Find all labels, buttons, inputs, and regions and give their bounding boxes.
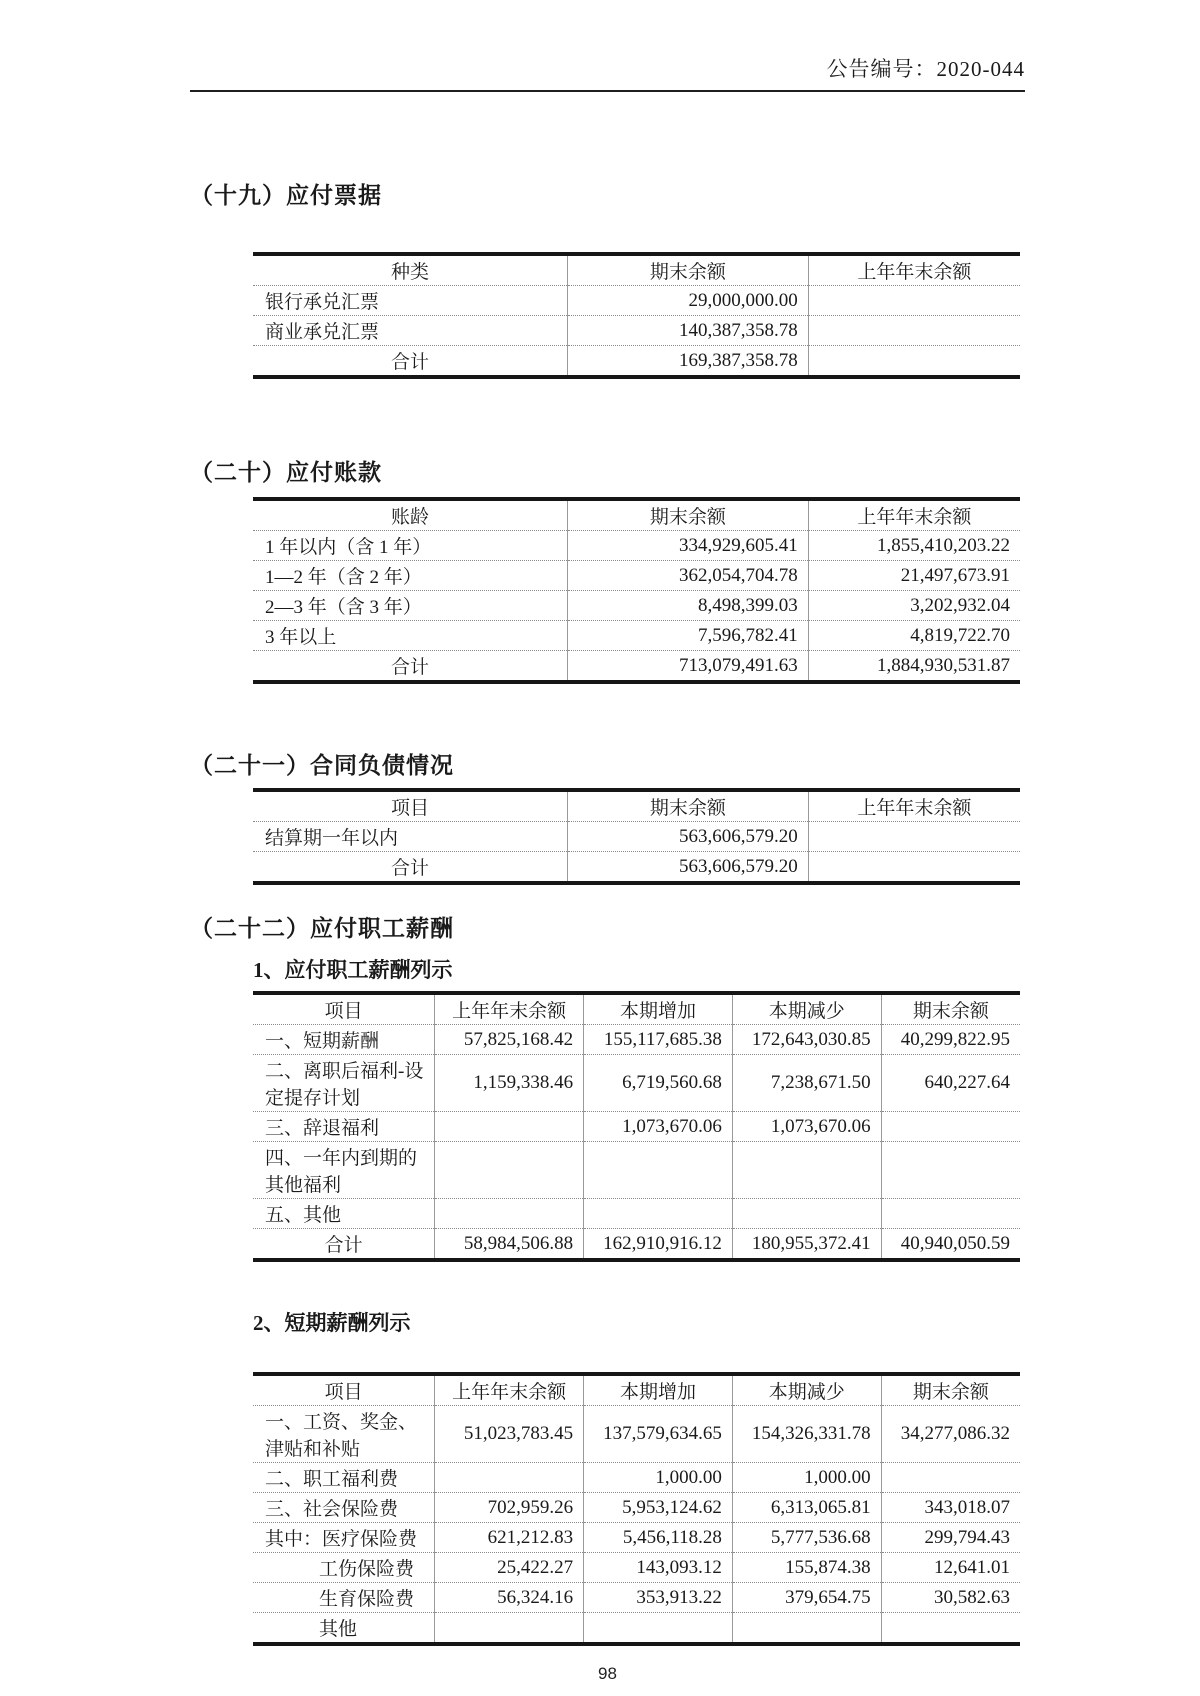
table-row xyxy=(253,1055,1020,1112)
row-label: 其他 xyxy=(253,1613,435,1645)
amount-cell: 137,579,634.65 xyxy=(584,1406,733,1463)
amount-cell: 563,606,579.20 xyxy=(567,822,808,852)
column-header: 上年年末余额 xyxy=(435,1374,584,1406)
table-row xyxy=(253,1553,1020,1583)
amount-cell xyxy=(584,1142,733,1199)
table-row xyxy=(253,286,1020,316)
bills-payable-table xyxy=(253,252,1020,379)
column-header: 项目 xyxy=(253,790,567,822)
table-row xyxy=(253,1583,1020,1613)
total-row xyxy=(253,852,1020,884)
section-title-contract-liabilities: （二十一）合同负债情况 xyxy=(190,753,454,778)
amount-cell: 155,117,685.38 xyxy=(584,1025,733,1055)
amount-cell xyxy=(881,1613,1020,1645)
column-header: 本期增加 xyxy=(584,993,733,1025)
row-label: 商业承兑汇票 xyxy=(253,316,567,346)
column-header: 项目 xyxy=(253,993,435,1025)
amount-cell: 155,874.38 xyxy=(732,1553,881,1583)
amount-cell: 1,884,930,531.87 xyxy=(808,651,1020,683)
employee-compensation-table xyxy=(253,991,1020,1262)
table-header-row xyxy=(253,993,1020,1025)
short-term-compensation-table xyxy=(253,1372,1020,1646)
amount-cell: 140,387,358.78 xyxy=(567,316,808,346)
row-label: 四、一年内到期的其他福利 xyxy=(253,1142,435,1199)
column-header: 期末余额 xyxy=(567,499,808,531)
row-label: 二、离职后福利-设定提存计划 xyxy=(253,1055,435,1112)
amount-cell: 7,238,671.50 xyxy=(732,1055,881,1112)
amount-cell xyxy=(881,1142,1020,1199)
section-title-employee-compensation: （二十二）应付职工薪酬 xyxy=(190,916,454,941)
table-row xyxy=(253,1523,1020,1553)
column-header: 上年年末余额 xyxy=(808,790,1020,822)
amount-cell: 172,643,030.85 xyxy=(732,1025,881,1055)
row-label: 一、短期薪酬 xyxy=(253,1025,435,1055)
row-label: 1 年以内（含 1 年） xyxy=(253,531,567,561)
table-row xyxy=(253,316,1020,346)
column-header: 账龄 xyxy=(253,499,567,531)
amount-cell: 353,913.22 xyxy=(584,1583,733,1613)
column-header: 本期增加 xyxy=(584,1374,733,1406)
amount-cell: 1,073,670.06 xyxy=(732,1112,881,1142)
column-header: 种类 xyxy=(253,254,567,286)
total-row xyxy=(253,346,1020,378)
page-footer xyxy=(190,1664,1025,1684)
table-header-row xyxy=(253,254,1020,286)
amount-cell: 563,606,579.20 xyxy=(567,852,808,884)
amount-cell xyxy=(584,1613,733,1645)
amount-cell xyxy=(435,1142,584,1199)
row-label: 合计 xyxy=(253,651,567,683)
amount-cell: 299,794.43 xyxy=(881,1523,1020,1553)
amount-cell xyxy=(435,1112,584,1142)
amount-cell: 40,940,050.59 xyxy=(881,1229,1020,1261)
amount-cell: 621,212.83 xyxy=(435,1523,584,1553)
contract-liabilities-table xyxy=(253,788,1020,885)
amount-cell: 4,819,722.70 xyxy=(808,621,1020,651)
table-row xyxy=(253,531,1020,561)
amount-cell: 6,719,560.68 xyxy=(584,1055,733,1112)
amount-cell: 3,202,932.04 xyxy=(808,591,1020,621)
column-header: 项目 xyxy=(253,1374,435,1406)
amount-cell xyxy=(808,822,1020,852)
amount-cell: 334,929,605.41 xyxy=(567,531,808,561)
amount-cell: 40,299,822.95 xyxy=(881,1025,1020,1055)
amount-cell: 1,000.00 xyxy=(732,1463,881,1493)
row-label: 合计 xyxy=(253,346,567,378)
table-row xyxy=(253,1406,1020,1463)
table-row xyxy=(253,1493,1020,1523)
row-label: 工伤保险费 xyxy=(253,1553,435,1583)
amount-cell xyxy=(732,1199,881,1229)
total-row xyxy=(253,1229,1020,1261)
row-label: 三、辞退福利 xyxy=(253,1112,435,1142)
table-header-row xyxy=(253,790,1020,822)
amount-cell: 143,093.12 xyxy=(584,1553,733,1583)
amount-cell: 12,641.01 xyxy=(881,1553,1020,1583)
amount-cell: 162,910,916.12 xyxy=(584,1229,733,1261)
amount-cell: 180,955,372.41 xyxy=(732,1229,881,1261)
amount-cell: 713,079,491.63 xyxy=(567,651,808,683)
row-label: 合计 xyxy=(253,852,567,884)
amount-cell xyxy=(881,1463,1020,1493)
amount-cell: 5,953,124.62 xyxy=(584,1493,733,1523)
amount-cell: 6,313,065.81 xyxy=(732,1493,881,1523)
amount-cell: 169,387,358.78 xyxy=(567,346,808,378)
table-row xyxy=(253,1463,1020,1493)
column-header: 上年年末余额 xyxy=(435,993,584,1025)
amount-cell: 7,596,782.41 xyxy=(567,621,808,651)
subsection-title-compensation-list: 1、应付职工薪酬列示 xyxy=(253,958,453,982)
amount-cell xyxy=(808,346,1020,378)
table-row xyxy=(253,822,1020,852)
row-label: 结算期一年以内 xyxy=(253,822,567,852)
amount-cell: 1,855,410,203.22 xyxy=(808,531,1020,561)
row-label: 合计 xyxy=(253,1229,435,1261)
amount-cell: 343,018.07 xyxy=(881,1493,1020,1523)
amount-cell: 702,959.26 xyxy=(435,1493,584,1523)
amount-cell xyxy=(435,1199,584,1229)
amount-cell: 21,497,673.91 xyxy=(808,561,1020,591)
table-row xyxy=(253,1112,1020,1142)
amount-cell xyxy=(808,852,1020,884)
table-row xyxy=(253,1142,1020,1199)
amount-cell xyxy=(808,286,1020,316)
row-label: 五、其他 xyxy=(253,1199,435,1229)
row-label: 3 年以上 xyxy=(253,621,567,651)
amount-cell: 640,227.64 xyxy=(881,1055,1020,1112)
amount-cell xyxy=(584,1199,733,1229)
column-header: 上年年末余额 xyxy=(808,254,1020,286)
amount-cell: 379,654.75 xyxy=(732,1583,881,1613)
section-title-accounts-payable: （二十）应付账款 xyxy=(190,460,382,485)
amount-cell xyxy=(732,1613,881,1645)
table-header-row xyxy=(253,1374,1020,1406)
column-header: 期末余额 xyxy=(567,254,808,286)
amount-cell: 58,984,506.88 xyxy=(435,1229,584,1261)
section-title-bills-payable: （十九）应付票据 xyxy=(190,183,382,208)
row-label: 2—3 年（含 3 年） xyxy=(253,591,567,621)
amount-cell xyxy=(435,1613,584,1645)
row-label: 一、工资、奖金、津贴和补贴 xyxy=(253,1406,435,1463)
doc-number-header xyxy=(190,56,1025,92)
amount-cell: 1,159,338.46 xyxy=(435,1055,584,1112)
amount-cell: 5,456,118.28 xyxy=(584,1523,733,1553)
amount-cell: 362,054,704.78 xyxy=(567,561,808,591)
column-header: 本期减少 xyxy=(732,1374,881,1406)
amount-cell: 8,498,399.03 xyxy=(567,591,808,621)
amount-cell xyxy=(808,316,1020,346)
amount-cell xyxy=(435,1463,584,1493)
table-row xyxy=(253,1199,1020,1229)
doc-number: 公告编号：2020-044 xyxy=(826,57,1025,81)
table-row xyxy=(253,1613,1020,1645)
amount-cell: 34,277,086.32 xyxy=(881,1406,1020,1463)
table-row xyxy=(253,591,1020,621)
amount-cell: 154,326,331.78 xyxy=(732,1406,881,1463)
amount-cell: 1,000.00 xyxy=(584,1463,733,1493)
row-label: 1—2 年（含 2 年） xyxy=(253,561,567,591)
table-row xyxy=(253,561,1020,591)
amount-cell xyxy=(881,1112,1020,1142)
amount-cell: 25,422.27 xyxy=(435,1553,584,1583)
column-header: 期末余额 xyxy=(567,790,808,822)
accounts-payable-table xyxy=(253,497,1020,684)
row-label: 三、社会保险费 xyxy=(253,1493,435,1523)
amount-cell: 1,073,670.06 xyxy=(584,1112,733,1142)
amount-cell xyxy=(732,1142,881,1199)
total-row xyxy=(253,651,1020,683)
page-number: 98 xyxy=(598,1664,617,1683)
table-header-row xyxy=(253,499,1020,531)
table-row xyxy=(253,1025,1020,1055)
table-row xyxy=(253,621,1020,651)
row-label: 其中：医疗保险费 xyxy=(253,1523,435,1553)
amount-cell: 30,582.63 xyxy=(881,1583,1020,1613)
column-header: 上年年末余额 xyxy=(808,499,1020,531)
amount-cell: 5,777,536.68 xyxy=(732,1523,881,1553)
amount-cell xyxy=(881,1199,1020,1229)
amount-cell: 51,023,783.45 xyxy=(435,1406,584,1463)
amount-cell: 56,324.16 xyxy=(435,1583,584,1613)
subsection-title-short-term-compensation: 2、短期薪酬列示 xyxy=(253,1311,411,1335)
column-header: 本期减少 xyxy=(732,993,881,1025)
amount-cell: 29,000,000.00 xyxy=(567,286,808,316)
column-header: 期末余额 xyxy=(881,993,1020,1025)
column-header: 期末余额 xyxy=(881,1374,1020,1406)
row-label: 生育保险费 xyxy=(253,1583,435,1613)
amount-cell: 57,825,168.42 xyxy=(435,1025,584,1055)
row-label: 银行承兑汇票 xyxy=(253,286,567,316)
row-label: 二、职工福利费 xyxy=(253,1463,435,1493)
